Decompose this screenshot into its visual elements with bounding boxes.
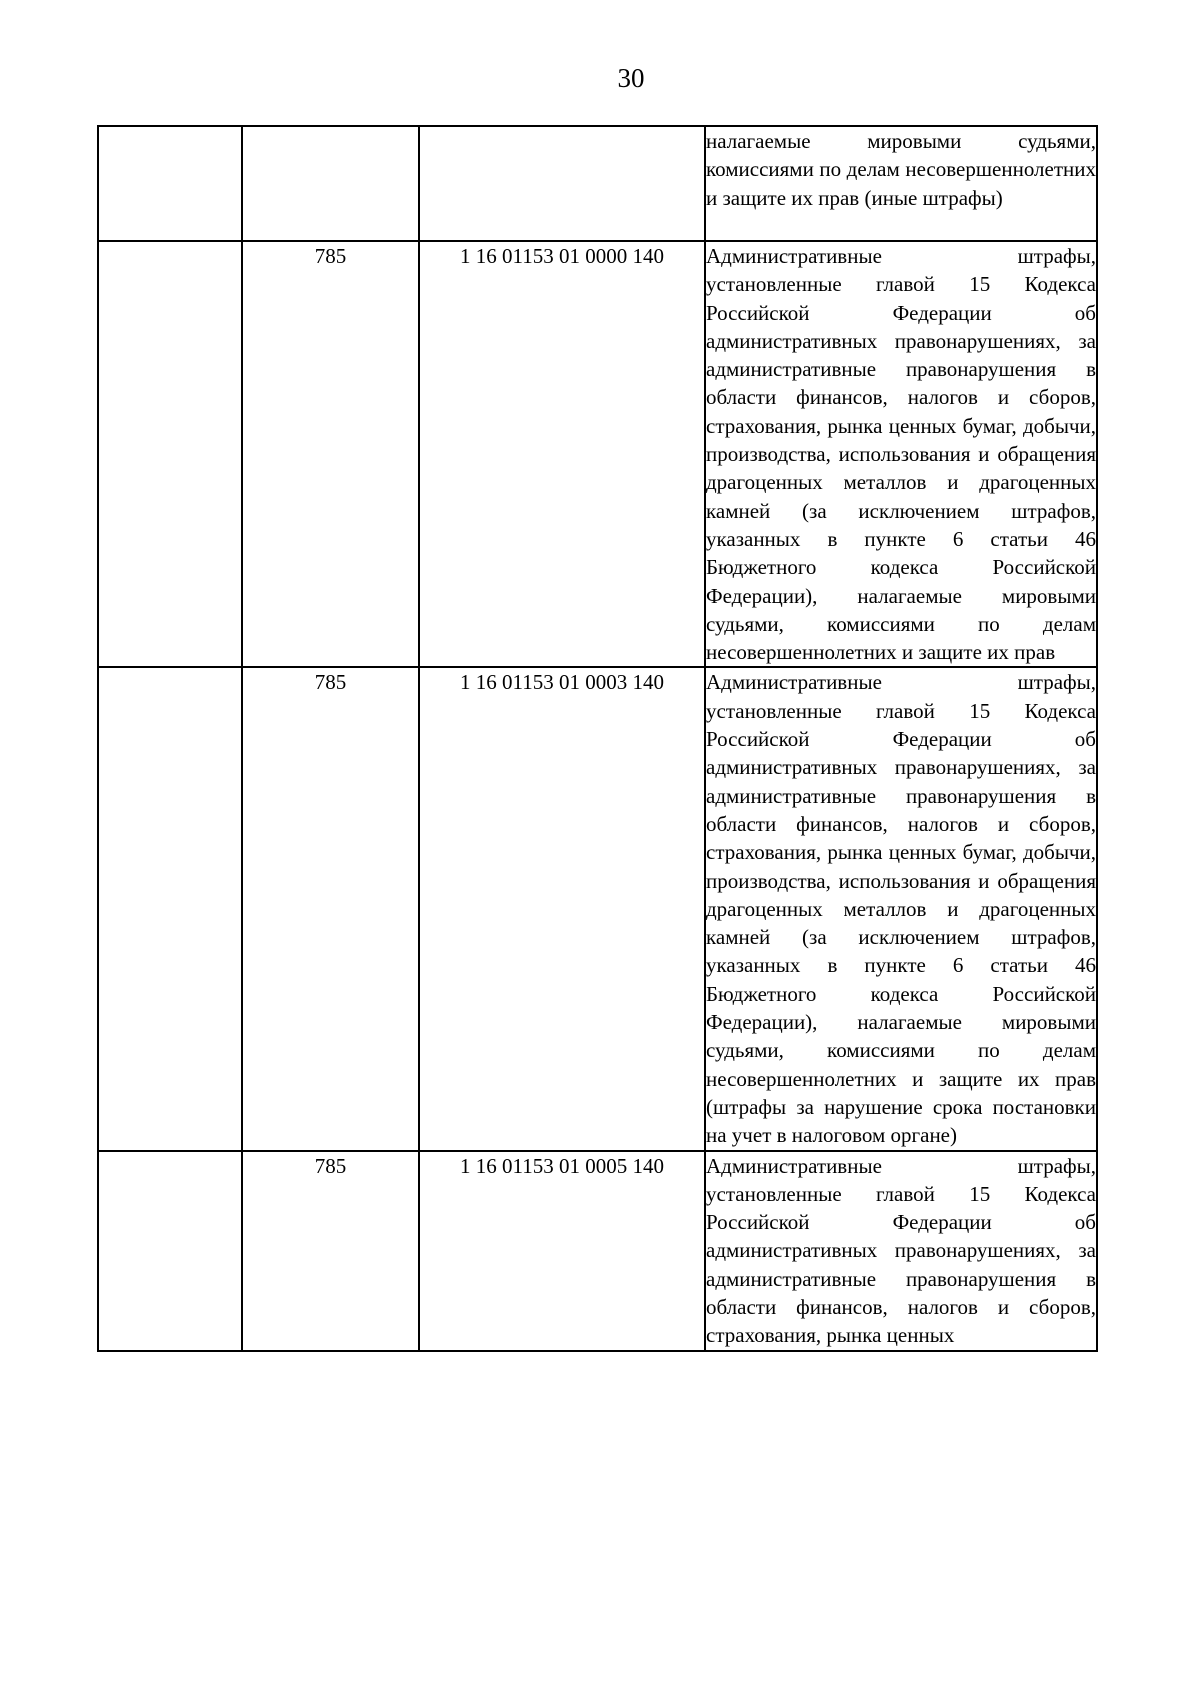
kbk-code-cell: 1 16 01153 01 0000 140	[419, 241, 705, 667]
description-cell: Административные штрафы, установленные главой 15 Кодекса Российской Федерации об административных правонарушениях, за административные правонарушения в области финансов, налогов и сборов, страхования, рынка ценных бумаг, добычи, производства, использования и обращения драгоценных металлов и драгоценных камней (за исключением штрафов, указанных в пункте 6 статьи 46 Бюджетного кодекса Российской Федерации), налагаемые мировыми судьями, комиссиями по делам несовершеннолетних и защите их прав	[705, 241, 1097, 667]
table-row	[98, 241, 1097, 667]
kbk-code-cell: 1 16 01153 01 0005 140	[419, 1151, 705, 1351]
page-number: 30	[617, 63, 645, 93]
description-cell: Административные штрафы, установленные главой 15 Кодекса Российской Федерации об административных правонарушениях, за административные правонарушения в области финансов, налогов и сборов, страхования, рынка ценных	[705, 1151, 1097, 1351]
table-row	[98, 667, 1097, 1150]
admin-code-cell: 785	[242, 667, 419, 1150]
table-cell-empty	[98, 1151, 242, 1351]
table-row	[98, 1151, 1097, 1351]
description-cell: налагаемые мировыми судьями, комиссиями по делам несовершеннолетних и защите их прав (иные штрафы)	[705, 126, 1097, 241]
kbk-code-cell	[419, 126, 705, 241]
table-cell-empty	[98, 667, 242, 1150]
kbk-code-cell: 1 16 01153 01 0003 140	[419, 667, 705, 1150]
admin-code-cell: 785	[242, 241, 419, 667]
table-cell-empty	[98, 126, 242, 241]
admin-code-cell	[242, 126, 419, 241]
table-cell-empty	[98, 241, 242, 667]
table-row	[98, 126, 1097, 241]
admin-code-cell: 785	[242, 1151, 419, 1351]
budget-code-table	[97, 125, 1098, 1352]
description-cell: Административные штрафы, установленные главой 15 Кодекса Российской Федерации об административных правонарушениях, за административные правонарушения в области финансов, налогов и сборов, страхования, рынка ценных бумаг, добычи, производства, использования и обращения драгоценных металлов и драгоценных камней (за исключением штрафов, указанных в пункте 6 статьи 46 Бюджетного кодекса Российской Федерации), налагаемые мировыми судьями, комиссиями по делам несовершеннолетних и защите их прав (штрафы за нарушение срока постановки на учет в налоговом органе)	[705, 667, 1097, 1150]
